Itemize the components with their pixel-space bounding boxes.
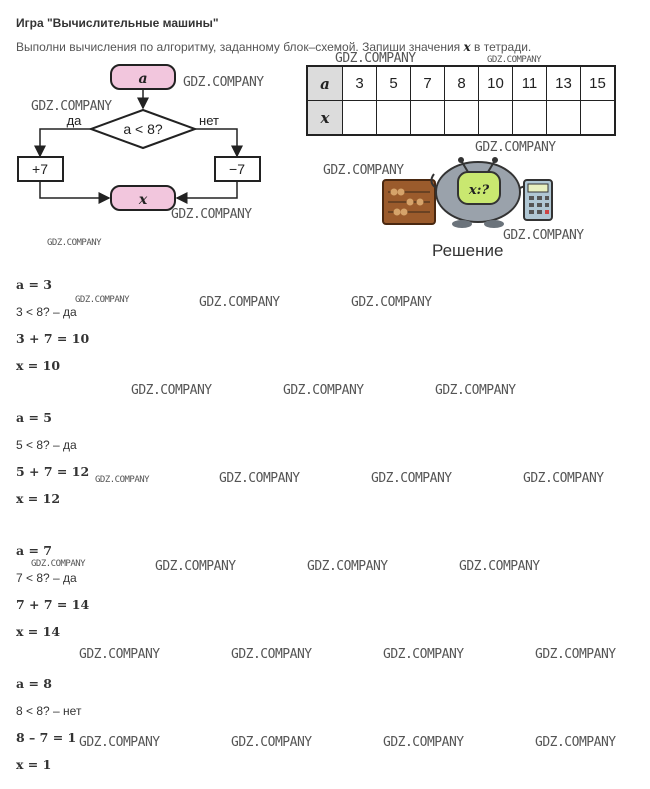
page-title: Игра "Вычислительные машины" xyxy=(16,16,219,30)
table-cell xyxy=(547,101,581,136)
step-4-calc: 8 – 7 = 1 xyxy=(16,730,77,745)
table-cell: 10 xyxy=(479,66,513,101)
step-4-a: a = 8 xyxy=(16,676,52,691)
solution-heading: Решение xyxy=(432,241,504,260)
watermark: GDZ.COMPANY xyxy=(219,471,300,486)
watermark: GDZ.COMPANY xyxy=(383,647,464,662)
watermark: GDZ.COMPANY xyxy=(131,383,212,398)
condition-label: a < 8? xyxy=(123,121,163,137)
step-3-compare: 7 < 8? – да xyxy=(16,571,77,585)
watermark: GDZ.COMPANY xyxy=(307,559,388,574)
step-2-compare: 5 < 8? – да xyxy=(16,438,77,452)
table-cell: 7 xyxy=(411,66,445,101)
table-cell: 13 xyxy=(547,66,581,101)
watermark: GDZ.COMPANY xyxy=(79,647,160,662)
step-2-a: a = 5 xyxy=(16,410,52,425)
watermark: GDZ.COMPANY xyxy=(323,163,404,178)
watermark: GDZ.COMPANY xyxy=(231,647,312,662)
no-label: нет xyxy=(199,113,219,128)
table-cell: 15 xyxy=(581,66,616,101)
step-3-calc: 7 + 7 = 14 xyxy=(16,597,90,612)
watermark: GDZ.COMPANY xyxy=(435,383,516,398)
table-cell xyxy=(581,101,616,136)
watermark: GDZ.COMPANY xyxy=(283,383,364,398)
watermark: GDZ.COMPANY xyxy=(535,735,616,750)
step-2-calc: 5 + 7 = 12 xyxy=(16,464,90,479)
watermark: GDZ.COMPANY xyxy=(503,228,584,243)
step-1-a: a = 3 xyxy=(16,277,52,292)
instruction-text-start: Выполни вычисления по алгоритму, заданному блок–схемой. Запиши значения xyxy=(16,40,464,54)
step-4-x: x = 1 xyxy=(16,757,52,772)
step-2-x: x = 12 xyxy=(16,491,61,506)
table-cell xyxy=(445,101,479,136)
step-3-a: a = 7 xyxy=(16,543,52,558)
step-1-x: x = 10 xyxy=(16,358,61,373)
yes-label: да xyxy=(66,113,82,128)
table-row-a xyxy=(307,66,615,101)
table-row-x xyxy=(307,101,615,136)
watermark: GDZ.COMPANY xyxy=(371,471,452,486)
robot-illustration xyxy=(383,157,552,228)
table-cell: 3 xyxy=(343,66,377,101)
watermark: GDZ.COMPANY xyxy=(75,295,130,305)
instruction-variable: x xyxy=(463,40,471,54)
step-3-x: x = 14 xyxy=(16,624,61,639)
watermark: GDZ.COMPANY xyxy=(31,99,112,114)
start-label: a xyxy=(138,71,148,87)
table-cell xyxy=(343,101,377,136)
task-instruction xyxy=(16,40,531,54)
table-cell xyxy=(411,101,445,136)
watermark: GDZ.COMPANY xyxy=(183,75,264,90)
watermark: GDZ.COMPANY xyxy=(535,647,616,662)
watermark: GDZ.COMPANY xyxy=(79,735,160,750)
step-1-calc: 3 + 7 = 10 xyxy=(16,331,90,346)
watermark: GDZ.COMPANY xyxy=(487,55,542,65)
watermark: GDZ.COMPANY xyxy=(199,295,280,310)
watermark: GDZ.COMPANY xyxy=(47,238,102,248)
minus-seven-label: −7 xyxy=(229,161,245,177)
result-label: x xyxy=(138,192,148,208)
watermark: GDZ.COMPANY xyxy=(459,559,540,574)
step-1-compare: 3 < 8? – да xyxy=(16,305,77,319)
watermark: GDZ.COMPANY xyxy=(523,471,604,486)
watermark: GDZ.COMPANY xyxy=(95,475,150,485)
table-cell: 5 xyxy=(377,66,411,101)
watermark: GDZ.COMPANY xyxy=(155,559,236,574)
plus-seven-label: +7 xyxy=(32,161,48,177)
watermark: GDZ.COMPANY xyxy=(231,735,312,750)
row-x-header: x xyxy=(307,101,343,136)
table-cell xyxy=(513,101,547,136)
step-4-compare: 8 < 8? – нет xyxy=(16,704,82,718)
table-cell xyxy=(479,101,513,136)
watermark: GDZ.COMPANY xyxy=(31,559,86,569)
watermark: GDZ.COMPANY xyxy=(171,207,252,222)
watermark: GDZ.COMPANY xyxy=(351,295,432,310)
row-a-header: a xyxy=(307,66,343,101)
table-cell xyxy=(377,101,411,136)
table-cell: 8 xyxy=(445,66,479,101)
table-cell: 11 xyxy=(513,66,547,101)
instruction-text-end: в тетради. xyxy=(470,40,532,54)
watermark: GDZ.COMPANY xyxy=(475,140,556,155)
robot-screen-text: x:? xyxy=(468,183,490,198)
watermark: GDZ.COMPANY xyxy=(383,735,464,750)
values-table xyxy=(306,65,616,136)
watermark: GDZ.COMPANY xyxy=(335,51,416,66)
